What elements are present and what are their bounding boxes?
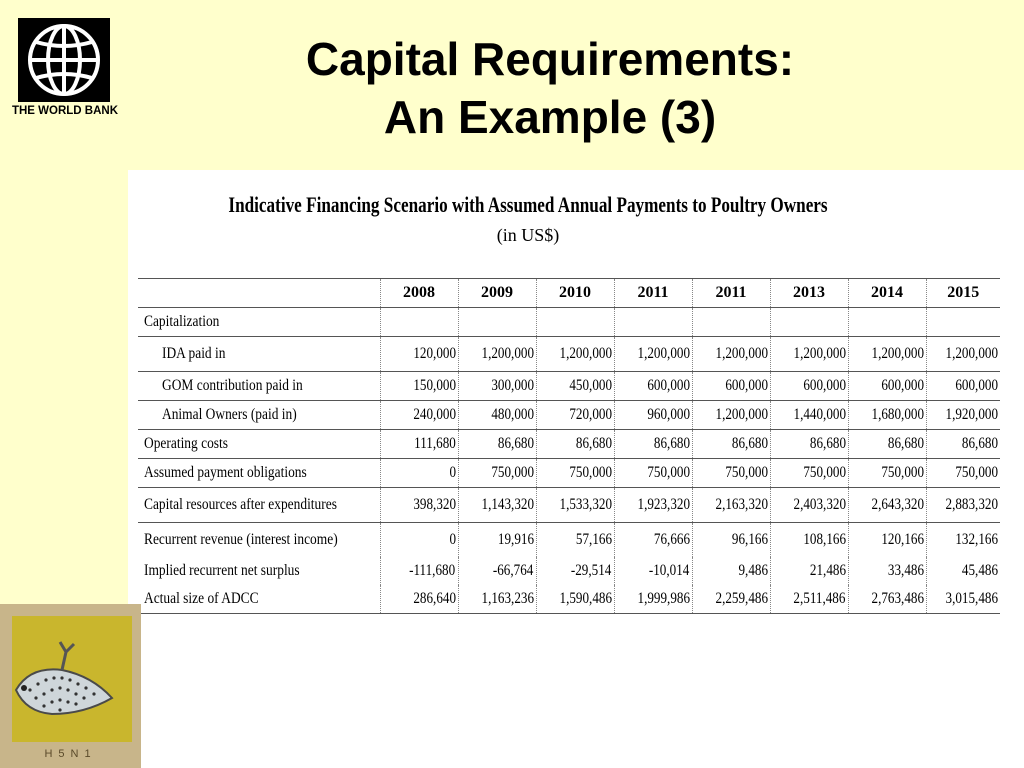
h5n1-bird-icon <box>0 604 141 768</box>
cell-value: -66,764 <box>493 562 534 579</box>
cell-value: 45,486 <box>961 562 998 579</box>
cell-value: 111,680 <box>413 435 456 452</box>
column-header: 2014 <box>848 279 926 308</box>
cell-value: 1,200,000 <box>559 345 612 362</box>
cell-value: 1,200,000 <box>715 345 768 362</box>
table-row <box>138 337 1000 372</box>
slide-title <box>190 30 910 146</box>
row-label: Animal Owners (paid in) <box>162 406 297 423</box>
cell-value: 398,320 <box>412 496 456 513</box>
cell-value: 600,000 <box>955 377 998 394</box>
cell-value: 960,000 <box>646 406 690 423</box>
cell-value: 120,166 <box>880 531 924 548</box>
cell-value: 1,923,320 <box>637 496 690 513</box>
cell-value: 57,166 <box>575 531 612 548</box>
cell-value: 600,000 <box>646 377 690 394</box>
row-label: Assumed payment obligations <box>144 464 307 481</box>
cell-value: 2,763,486 <box>871 590 924 607</box>
cell-value: 86,680 <box>809 435 846 452</box>
cell-value: 3,015,486 <box>945 590 998 607</box>
cell-value: 86,680 <box>731 435 768 452</box>
cell-value: 1,143,320 <box>481 496 534 513</box>
cell-value: 1,200,000 <box>637 345 690 362</box>
cell-value: 86,680 <box>575 435 612 452</box>
cell-value: 750,000 <box>802 464 846 481</box>
table-row <box>138 557 1000 585</box>
column-header: 2009 <box>458 279 536 308</box>
column-header: 2011 <box>692 279 770 308</box>
cell-value: 300,000 <box>490 377 534 394</box>
cell-value: 1,533,320 <box>559 496 612 513</box>
cell-value: -29,514 <box>571 562 612 579</box>
cell-value: 96,166 <box>731 531 768 548</box>
column-header: 2013 <box>770 279 848 308</box>
world-bank-logo-text: THE WORLD BANK <box>11 105 119 117</box>
row-label: Actual size of ADCC <box>144 590 259 607</box>
cell-value: 2,403,320 <box>793 496 846 513</box>
cell-value: 1,200,000 <box>945 345 998 362</box>
cell-value: 1,200,000 <box>715 406 768 423</box>
table-header-row <box>138 279 1000 308</box>
table-row <box>138 308 1000 337</box>
cell-value: -10,014 <box>649 562 690 579</box>
cell-value: 750,000 <box>568 464 612 481</box>
cell-value: 750,000 <box>646 464 690 481</box>
table-row <box>138 488 1000 523</box>
slide-title-line1: Capital Requirements: <box>305 33 795 85</box>
cell-value: 600,000 <box>880 377 924 394</box>
cell-value: 1,200,000 <box>481 345 534 362</box>
table-row <box>138 401 1000 430</box>
table-row <box>138 372 1000 401</box>
cell-value: 86,680 <box>497 435 534 452</box>
cell-value: 9,486 <box>737 562 768 579</box>
h5n1-label: H5N1 <box>44 748 97 760</box>
row-label: Operating costs <box>144 435 228 452</box>
row-label: Capital resources after expenditures <box>144 496 337 513</box>
globe-icon <box>18 18 110 102</box>
financing-table <box>138 278 1000 614</box>
cell-value: 1,200,000 <box>793 345 846 362</box>
cell-value: 132,166 <box>955 531 998 548</box>
cell-value: -111,680 <box>409 562 456 579</box>
cell-value: 19,916 <box>497 531 534 548</box>
cell-value: 1,680,000 <box>871 406 924 423</box>
cell-value: 750,000 <box>724 464 768 481</box>
table-row <box>138 585 1000 614</box>
cell-value: 1,999,986 <box>637 590 690 607</box>
cell-value: 0 <box>448 531 456 548</box>
cell-value: 2,643,320 <box>871 496 924 513</box>
cell-value: 21,486 <box>809 562 846 579</box>
row-label: Implied recurrent net surplus <box>144 562 300 579</box>
column-header: 2015 <box>926 279 1000 308</box>
cell-value: 2,163,320 <box>715 496 768 513</box>
world-bank-logo <box>18 18 110 102</box>
cell-value: 2,883,320 <box>945 496 998 513</box>
row-label: GOM contribution paid in <box>162 377 303 394</box>
table-subtitle: (in US$) <box>496 225 560 245</box>
row-label: IDA paid in <box>162 345 226 362</box>
header-blank <box>138 279 380 308</box>
cell-value: 86,680 <box>887 435 924 452</box>
table-row <box>138 459 1000 488</box>
cell-value: 750,000 <box>880 464 924 481</box>
cell-value: 108,166 <box>802 531 846 548</box>
column-header: 2010 <box>536 279 614 308</box>
h5n1-badge <box>0 604 141 768</box>
cell-value: 120,000 <box>412 345 456 362</box>
cell-value: 1,440,000 <box>793 406 846 423</box>
cell-value: 600,000 <box>724 377 768 394</box>
cell-value: 1,200,000 <box>871 345 924 362</box>
cell-value: 750,000 <box>955 464 998 481</box>
cell-value: 450,000 <box>568 377 612 394</box>
cell-value: 86,680 <box>961 435 998 452</box>
cell-value: 2,259,486 <box>715 590 768 607</box>
cell-value: 33,486 <box>887 562 924 579</box>
cell-value: 286,640 <box>412 590 456 607</box>
slide-title-line2: An Example (3) <box>383 91 717 143</box>
cell-value: 2,511,486 <box>793 590 846 607</box>
cell-value: 76,666 <box>653 531 690 548</box>
cell-value: 86,680 <box>653 435 690 452</box>
row-label: Recurrent revenue (interest income) <box>144 531 338 548</box>
cell-value: 1,920,000 <box>945 406 998 423</box>
cell-value: 150,000 <box>412 377 456 394</box>
table-title: Indicative Financing Scenario with Assumed Annual Payments to Poultry Owners <box>228 192 828 217</box>
table-panel <box>128 170 1024 768</box>
table-row <box>138 523 1000 558</box>
cell-value: 720,000 <box>568 406 612 423</box>
cell-value: 1,163,236 <box>481 590 534 607</box>
cell-value: 0 <box>448 464 456 481</box>
cell-value: 600,000 <box>802 377 846 394</box>
cell-value: 750,000 <box>490 464 534 481</box>
row-label: Capitalization <box>144 313 220 330</box>
column-header: 2011 <box>614 279 692 308</box>
cell-value: 480,000 <box>490 406 534 423</box>
cell-value: 1,590,486 <box>559 590 612 607</box>
column-header: 2008 <box>380 279 458 308</box>
table-row <box>138 430 1000 459</box>
cell-value: 240,000 <box>412 406 456 423</box>
